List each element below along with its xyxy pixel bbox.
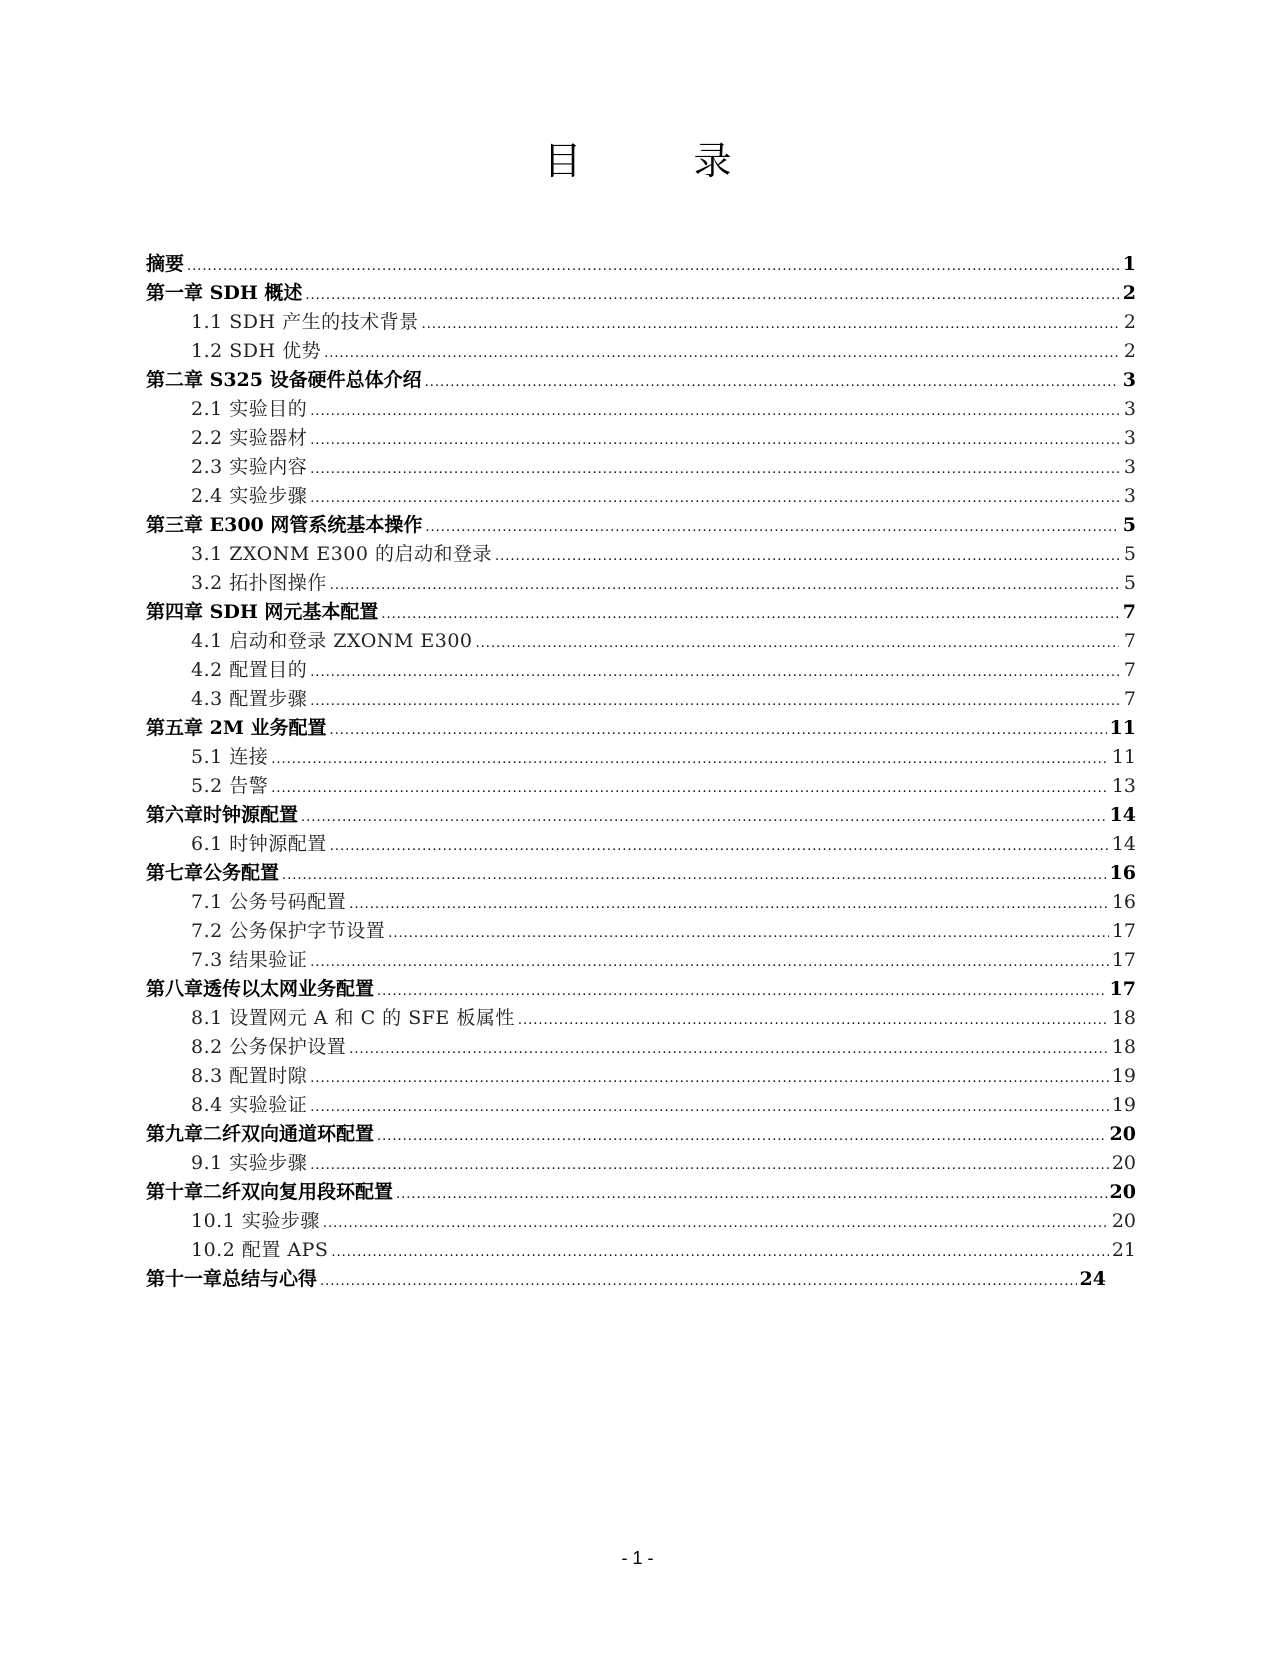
toc-section-entry[interactable] <box>146 1004 1136 1033</box>
toc-entry-label: 第三章 E300 网管系统基本操作 <box>146 514 423 536</box>
toc-section-entry[interactable] <box>146 1091 1136 1120</box>
toc-entry-label: 第七章公务配置 <box>146 862 280 884</box>
toc-section-entry[interactable] <box>146 569 1136 598</box>
toc-page-number: 3 <box>1123 398 1136 420</box>
toc-page-number: 7 <box>1123 630 1136 652</box>
page-footer: - 1 - <box>621 1548 654 1568</box>
dot-leader <box>377 977 1107 1006</box>
toc-entry-label: 2.4 实验步骤 <box>191 485 308 507</box>
toc-page-number: 16 <box>1109 862 1136 884</box>
toc-chapter-entry[interactable] <box>146 511 1136 540</box>
toc-entry-label: 第九章二纤双向通道环配置 <box>146 1123 375 1145</box>
toc-chapter-entry[interactable] <box>146 1265 1106 1294</box>
dot-leader <box>425 368 1119 397</box>
toc-page-number: 19 <box>1111 1094 1136 1116</box>
toc-entry-label: 第十一章总结与心得 <box>146 1268 318 1290</box>
toc-section-entry[interactable] <box>146 482 1136 511</box>
toc-page-number: 2 <box>1122 282 1136 304</box>
toc-entry-label: 8.2 公务保护设置 <box>191 1036 347 1058</box>
toc-page-number: 14 <box>1111 833 1136 855</box>
toc-page-number: 17 <box>1109 978 1136 1000</box>
toc-page-number: 21 <box>1111 1239 1136 1261</box>
toc-entry-label: 第八章透传以太网业务配置 <box>146 978 375 1000</box>
dot-leader <box>330 832 1109 861</box>
toc-page-number: 2 <box>1123 340 1136 362</box>
toc-chapter-entry[interactable] <box>146 1178 1136 1207</box>
dot-leader <box>349 1035 1109 1064</box>
toc-entry-label: 第四章 SDH 网元基本配置 <box>146 601 379 623</box>
dot-leader <box>349 890 1109 919</box>
dot-leader <box>310 1151 1109 1180</box>
dot-leader <box>310 455 1119 484</box>
toc-section-entry[interactable] <box>146 627 1136 656</box>
toc-page-number: 13 <box>1111 775 1136 797</box>
toc-page-number: 7 <box>1123 688 1136 710</box>
toc-section-entry[interactable] <box>146 424 1136 453</box>
toc-entry-label: 2.3 实验内容 <box>191 456 308 478</box>
dot-leader <box>329 716 1106 745</box>
toc-page-number: 20 <box>1111 1152 1136 1174</box>
toc-page-number: 3 <box>1123 456 1136 478</box>
dot-leader <box>425 513 1119 542</box>
dot-leader <box>305 281 1119 310</box>
toc-page-number: 14 <box>1109 804 1136 826</box>
toc-entry-label: 4.2 配置目的 <box>191 659 308 681</box>
toc-section-entry[interactable] <box>146 1062 1136 1091</box>
toc-page-number: 20 <box>1111 1210 1136 1232</box>
toc-entry-label: 1.2 SDH 优势 <box>191 340 322 362</box>
toc-page-number: 19 <box>1111 1065 1136 1087</box>
toc-page-number: 18 <box>1111 1036 1136 1058</box>
toc-section-entry[interactable] <box>146 1207 1136 1236</box>
toc-page-number: 3 <box>1122 369 1136 391</box>
toc-entry-label: 9.1 实验步骤 <box>191 1152 308 1174</box>
toc-section-entry[interactable] <box>146 743 1136 772</box>
toc-entry-label: 4.1 启动和登录 ZXONM E300 <box>191 630 473 652</box>
dot-leader <box>310 426 1119 455</box>
dot-leader <box>310 948 1109 977</box>
toc-entry-label: 2.2 实验器材 <box>191 427 308 449</box>
toc-page-number: 17 <box>1111 949 1136 971</box>
dot-leader <box>381 600 1119 629</box>
dot-leader <box>301 803 1107 832</box>
toc-entry-label: 8.4 实验验证 <box>191 1094 308 1116</box>
toc-section-entry[interactable] <box>146 453 1136 482</box>
toc-section-entry[interactable] <box>146 917 1136 946</box>
toc-section-entry[interactable] <box>146 337 1136 366</box>
dot-leader <box>310 397 1119 426</box>
toc-entry-label: 10.2 配置 APS <box>191 1239 329 1261</box>
toc-entry-label: 8.3 配置时隙 <box>191 1065 308 1087</box>
toc-section-entry[interactable] <box>146 830 1136 859</box>
toc-page-number: 16 <box>1111 891 1136 913</box>
dot-leader <box>331 1238 1108 1267</box>
dot-leader <box>310 658 1119 687</box>
dot-leader <box>310 1093 1109 1122</box>
toc-entry-label: 5.2 告警 <box>191 775 269 797</box>
toc-page-number: 1 <box>1122 253 1136 275</box>
toc-entry-label: 8.1 设置网元 A 和 C 的 SFE 板属性 <box>191 1007 515 1029</box>
toc-entry-label: 3.1 ZXONM E300 的启动和登录 <box>191 543 493 565</box>
toc-section-entry[interactable] <box>146 946 1136 975</box>
toc-section-entry[interactable] <box>146 540 1136 569</box>
dot-leader <box>476 629 1119 658</box>
toc-page-number: 5 <box>1123 572 1136 594</box>
toc-page-number: 5 <box>1123 543 1136 565</box>
toc-entry-label: 第六章时钟源配置 <box>146 804 299 826</box>
toc-section-entry[interactable] <box>146 1149 1136 1178</box>
toc-section-entry[interactable] <box>146 656 1136 685</box>
dot-leader <box>310 484 1119 513</box>
toc-section-entry[interactable] <box>146 685 1136 714</box>
toc-entry-label: 10.1 实验步骤 <box>191 1210 320 1232</box>
toc-entry-label: 5.1 连接 <box>191 746 269 768</box>
dot-leader <box>323 1209 1109 1238</box>
toc-entry-label: 2.1 实验目的 <box>191 398 308 420</box>
toc-page-number: 3 <box>1123 427 1136 449</box>
toc-page-number: 20 <box>1109 1181 1136 1203</box>
dot-leader <box>518 1006 1109 1035</box>
dot-leader <box>282 861 1107 890</box>
toc-chapter-entry[interactable] <box>146 279 1136 308</box>
toc-section-entry[interactable] <box>146 308 1136 337</box>
toc-page-number: 7 <box>1123 659 1136 681</box>
toc-entry-label: 7.1 公务号码配置 <box>191 891 347 913</box>
toc-entry-label: 7.2 公务保护字节设置 <box>191 920 386 942</box>
dot-leader <box>271 745 1109 774</box>
toc-entry-label: 第一章 SDH 概述 <box>146 282 303 304</box>
toc-entry-label: 第二章 S325 设备硬件总体介绍 <box>146 369 422 391</box>
toc-entry-label: 7.3 结果验证 <box>191 949 308 971</box>
dot-leader <box>324 339 1119 368</box>
toc-chapter-entry[interactable] <box>146 250 1136 279</box>
toc-page-number: 7 <box>1122 601 1136 623</box>
table-of-contents <box>146 250 1136 1294</box>
dot-leader <box>330 571 1119 600</box>
toc-entry-label: 6.1 时钟源配置 <box>191 833 327 855</box>
toc-entry-label: 1.1 SDH 产生的技术背景 <box>191 311 419 333</box>
toc-section-entry[interactable] <box>146 772 1136 801</box>
dot-leader <box>396 1180 1107 1209</box>
dot-leader <box>187 252 1119 281</box>
toc-section-entry[interactable] <box>146 1236 1136 1265</box>
toc-entry-label: 4.3 配置步骤 <box>191 688 308 710</box>
toc-page-number: 2 <box>1123 311 1136 333</box>
toc-entry-label: 3.2 拓扑图操作 <box>191 572 327 594</box>
toc-page-number: 3 <box>1123 485 1136 507</box>
dot-leader <box>271 774 1109 803</box>
toc-entry-label: 第十章二纤双向复用段环配置 <box>146 1181 394 1203</box>
toc-page-number: 24 <box>1079 1268 1106 1290</box>
toc-section-entry[interactable] <box>146 395 1136 424</box>
dot-leader <box>422 310 1119 339</box>
toc-entry-label: 摘要 <box>146 253 185 275</box>
toc-chapter-entry[interactable] <box>146 859 1136 888</box>
dot-leader <box>377 1122 1107 1151</box>
toc-chapter-entry[interactable] <box>146 714 1136 743</box>
toc-chapter-entry[interactable] <box>146 1120 1136 1149</box>
toc-page-number: 11 <box>1109 717 1136 739</box>
toc-chapter-entry[interactable] <box>146 366 1136 395</box>
dot-leader <box>310 1064 1109 1093</box>
toc-entry-label: 第五章 2M 业务配置 <box>146 717 327 739</box>
toc-title: 目 录 <box>543 139 782 183</box>
dot-leader <box>495 542 1119 571</box>
dot-leader <box>320 1267 1077 1296</box>
toc-section-entry[interactable] <box>146 888 1136 917</box>
toc-chapter-entry[interactable] <box>146 801 1136 830</box>
toc-section-entry[interactable] <box>146 1033 1136 1062</box>
toc-chapter-entry[interactable] <box>146 975 1136 1004</box>
dot-leader <box>310 687 1119 716</box>
dot-leader <box>388 919 1109 948</box>
toc-page-number: 20 <box>1109 1123 1136 1145</box>
toc-page-number: 18 <box>1111 1007 1136 1029</box>
toc-page-number: 11 <box>1111 746 1136 768</box>
toc-page-number: 17 <box>1111 920 1136 942</box>
toc-chapter-entry[interactable] <box>146 598 1136 627</box>
toc-page-number: 5 <box>1122 514 1136 536</box>
